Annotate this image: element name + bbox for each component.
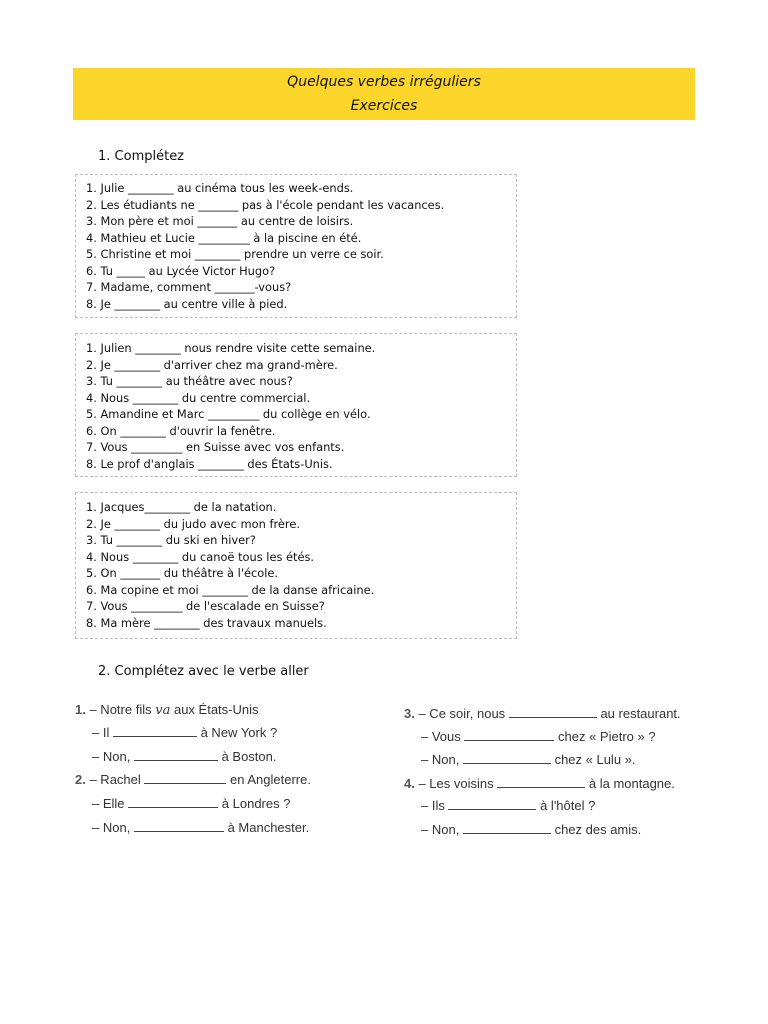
prompt-text: – Les voisins: [418, 776, 494, 791]
section-1-title: 1. Complétez: [98, 149, 185, 164]
prompt-text: à Boston.: [221, 749, 277, 764]
answer-blank[interactable]: [113, 735, 197, 737]
answer-blank[interactable]: [144, 782, 226, 784]
aller-item-4a: [404, 776, 675, 791]
prompt-text: – Vous: [421, 729, 461, 744]
exercise-line: 5. On _______ du théâtre à l'école.: [86, 566, 278, 580]
aller-item-2c: [92, 820, 309, 835]
aller-item-4b: [421, 798, 595, 813]
prompt-text: à l'hôtel ?: [540, 798, 596, 813]
exercise-line: 8. Je ________ au centre ville à pied.: [86, 296, 288, 311]
prompt-text: – Non,: [92, 820, 131, 835]
item-number: 3.: [404, 706, 415, 721]
example-answer: va: [155, 703, 171, 718]
aller-item-2b: [92, 796, 290, 811]
item-number: 2.: [75, 772, 86, 787]
exercise-line: 6. Ma copine et moi ________ de la danse africaine.: [86, 582, 375, 597]
exercise-box-3: [75, 492, 517, 639]
exercise-line: 3. Tu ________ du ski en hiver?: [86, 533, 256, 547]
page-subtitle: Exercices: [350, 98, 418, 114]
item-number: 1.: [75, 702, 86, 717]
prompt-text: à Londres ?: [221, 796, 291, 811]
prompt-text: au restaurant.: [600, 706, 681, 721]
aller-item-1b: [92, 725, 277, 740]
prompt-text: – Notre fils: [89, 702, 152, 717]
exercise-line: 2. Je ________ d'arriver chez ma grand-mère.: [86, 357, 338, 372]
exercise-line: 6. On ________ d'ouvrir la fenêtre.: [86, 423, 276, 438]
aller-item-1c: [92, 749, 277, 764]
aller-item-1a: [75, 702, 259, 718]
section-2-title: 2. Complétez avec le verbe aller: [98, 664, 309, 679]
prompt-text: à Manchester.: [227, 820, 310, 835]
exercise-line: 5. Amandine et Marc _________ du collège en vélo.: [86, 407, 371, 421]
prompt-text: – Il: [92, 725, 110, 740]
exercise-line: 8. Le prof d'anglais ________ des États-Unis.: [86, 456, 333, 471]
prompt-text: – Ils: [421, 798, 445, 813]
prompt-text: à la montagne.: [588, 776, 675, 791]
exercise-line: 4. Mathieu et Lucie _________ à la piscine en été.: [86, 230, 362, 245]
exercise-line: 6. Tu _____ au Lycée Victor Hugo?: [86, 263, 276, 278]
aller-item-4c: [421, 822, 641, 837]
prompt-text: chez des amis.: [554, 822, 642, 837]
exercise-line: 8. Ma mère ________ des travaux manuels.: [86, 615, 327, 630]
prompt-text: en Angleterre.: [230, 772, 311, 787]
exercise-line: 1. Jacques________ de la natation.: [86, 500, 277, 514]
exercise-line: 3. Mon père et moi _______ au centre de loisirs.: [86, 214, 354, 228]
prompt-text: aux États-Unis: [173, 702, 259, 717]
exercise-line: 2. Les étudiants ne _______ pas à l'école pendant les vacances.: [86, 197, 445, 212]
prompt-text: – Non,: [92, 749, 131, 764]
item-number: 4.: [404, 776, 415, 791]
exercise-box-1: [75, 174, 517, 318]
prompt-text: – Rachel: [89, 772, 141, 787]
exercise-line: 4. Nous ________ du canoë tous les étés.: [86, 549, 315, 564]
answer-blank[interactable]: [463, 832, 551, 834]
exercise-line: 1. Julien ________ nous rendre visite cette semaine.: [86, 341, 376, 355]
prompt-text: chez « Pietro » ?: [558, 729, 656, 744]
prompt-text: à New York ?: [200, 725, 278, 740]
exercise-line: 3. Tu ________ au théâtre avec nous?: [86, 374, 293, 388]
title-banner: [73, 68, 695, 120]
exercise-line: 4. Nous ________ du centre commercial.: [86, 390, 311, 405]
exercise-box-2: [75, 333, 517, 477]
answer-blank[interactable]: [463, 762, 551, 764]
answer-blank[interactable]: [134, 830, 224, 832]
answer-blank[interactable]: [497, 786, 585, 788]
exercise-line: 7. Madame, comment _______-vous?: [86, 280, 292, 294]
prompt-text: chez « Lulu ».: [554, 752, 636, 767]
prompt-text: – Non,: [421, 822, 460, 837]
prompt-text: – Non,: [421, 752, 460, 767]
answer-blank[interactable]: [448, 808, 536, 810]
answer-blank[interactable]: [464, 739, 554, 741]
answer-blank[interactable]: [509, 716, 597, 718]
prompt-text: – Ce soir, nous: [418, 706, 506, 721]
exercise-line: 2. Je ________ du judo avec mon frère.: [86, 516, 300, 531]
aller-item-3c: [421, 752, 636, 767]
exercise-line: 5. Christine et moi ________ prendre un verre ce soir.: [86, 247, 384, 261]
exercise-line: 7. Vous _________ en Suisse avec vos enfants.: [86, 440, 345, 454]
prompt-text: – Elle: [92, 796, 125, 811]
aller-item-2a: [75, 772, 311, 787]
answer-blank[interactable]: [134, 759, 218, 761]
exercise-line: 1. Julie ________ au cinéma tous les week-ends.: [86, 181, 354, 195]
answer-blank[interactable]: [128, 806, 218, 808]
aller-item-3a: [404, 706, 681, 721]
aller-item-3b: [421, 729, 656, 744]
page-title: Quelques verbes irréguliers: [287, 74, 481, 90]
exercise-line: 7. Vous _________ de l'escalade en Suisse?: [86, 599, 325, 613]
